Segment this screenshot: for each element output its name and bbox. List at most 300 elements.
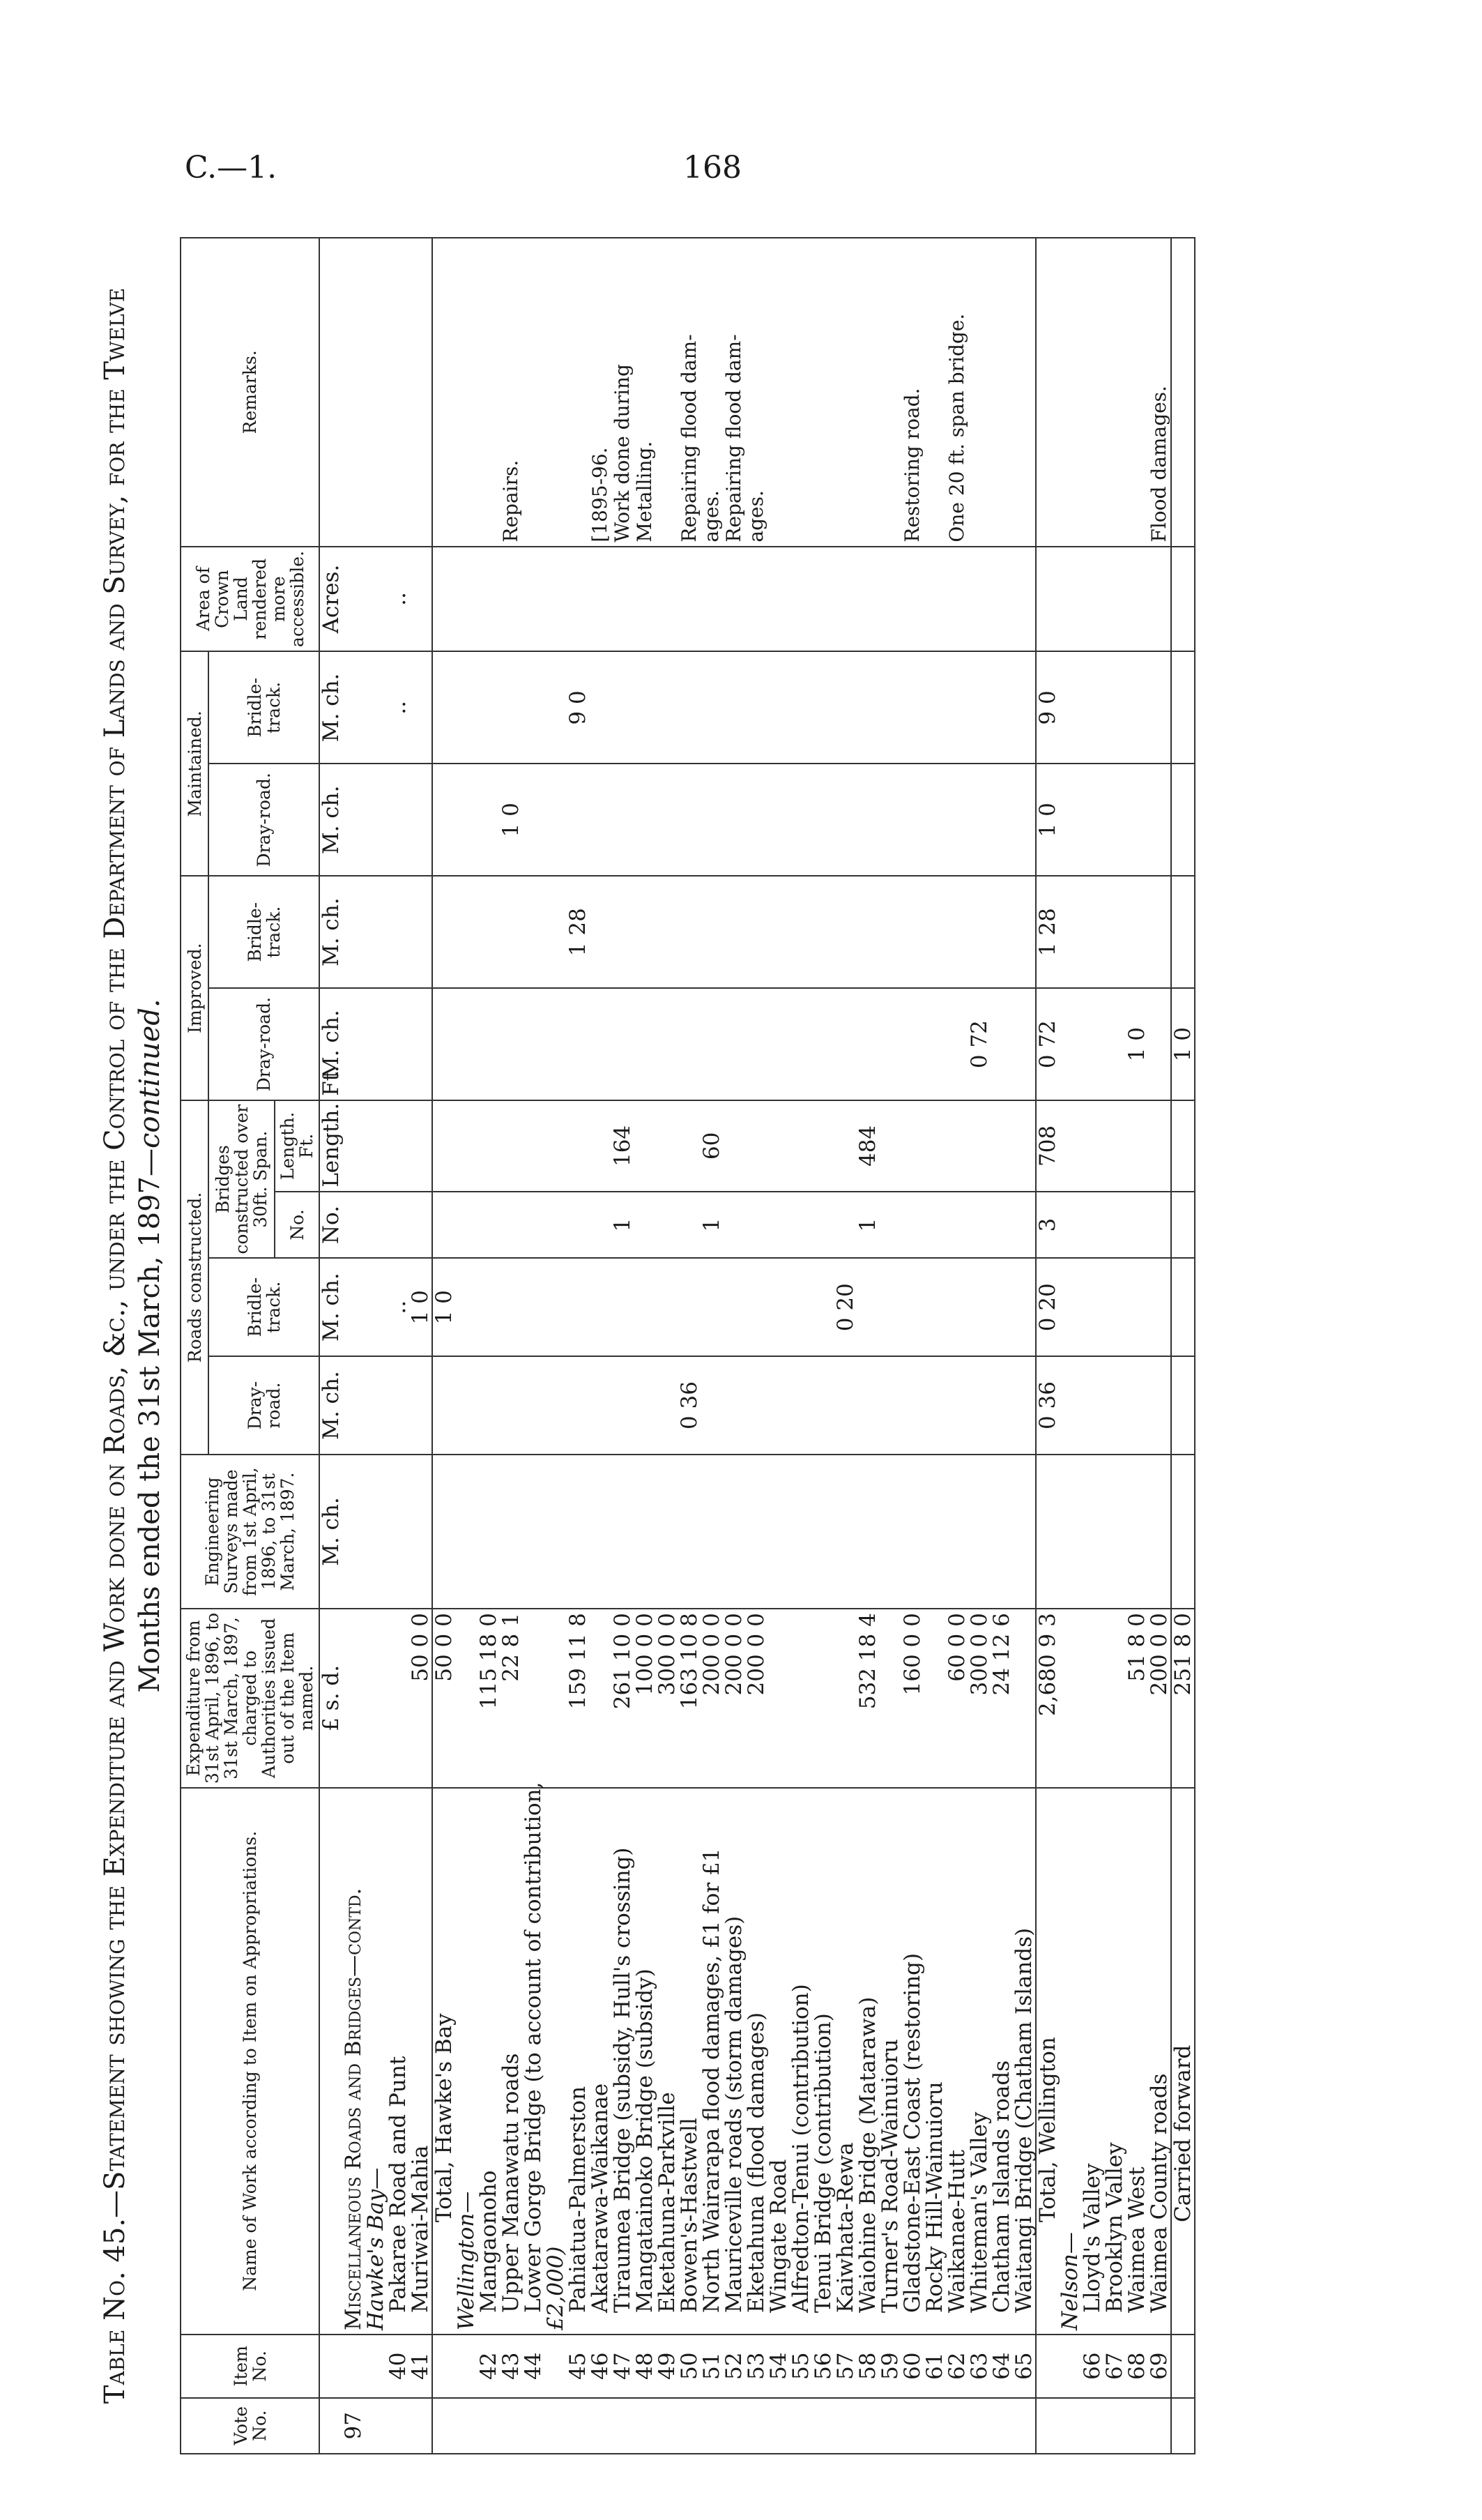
improved-bridle-cell <box>790 876 812 988</box>
table-row <box>656 238 678 2454</box>
constructed-dray-cell <box>767 1356 790 1455</box>
constructed-dray-cell <box>1126 1356 1148 1455</box>
improved-bridle-cell <box>589 876 611 988</box>
constructed-bridle-cell <box>991 1258 1013 1356</box>
bridges-no-cell <box>946 1192 968 1259</box>
work-name-cell: Eketahuna-Parkville <box>656 1788 678 2335</box>
col-maintained-bridle: Bridle-track. <box>208 651 319 764</box>
work-name-cell: Waiohine Bridge (Matarawa) <box>857 1788 879 2335</box>
remarks-cell <box>879 238 901 547</box>
bridges-no-cell <box>1059 1192 1081 1259</box>
area-cell <box>365 547 387 652</box>
surveys-cell <box>656 1455 678 1609</box>
constructed-bridle-cell <box>767 1258 790 1356</box>
surveys-cell <box>589 1455 611 1609</box>
constructed-bridle-cell <box>812 1258 834 1356</box>
bridges-length-cell <box>723 1100 745 1192</box>
col-area: Area of Crown Land rendered more accessible. <box>181 547 319 652</box>
work-name-cell: Waitangi Bridge (Chatham Islands) <box>1013 1788 1036 2335</box>
surveys-cell <box>365 1455 387 1609</box>
constructed-dray-cell <box>342 1356 365 1455</box>
constructed-bridle-cell <box>1013 1258 1036 1356</box>
area-cell <box>968 547 991 652</box>
bridges-length-cell <box>1081 1100 1103 1192</box>
improved-dray-cell <box>946 988 968 1100</box>
improved-dray-cell <box>342 988 365 1100</box>
bridges-length-cell <box>678 1100 701 1192</box>
constructed-bridle-cell: .. <box>387 1258 409 1356</box>
improved-dray-cell <box>834 988 857 1100</box>
remarks-cell: ages. <box>745 238 767 547</box>
constructed-bridle-cell <box>924 1258 946 1356</box>
item-no-cell: 41 <box>409 2335 432 2398</box>
constructed-dray-cell <box>432 1356 455 1455</box>
constructed-bridle-cell <box>879 1258 901 1356</box>
maintained-bridle-cell <box>701 651 723 764</box>
constructed-dray-cell <box>924 1356 946 1455</box>
improved-dray-cell <box>879 988 901 1100</box>
table-row <box>812 238 834 2454</box>
unit-mch: M. ch. <box>319 1258 342 1356</box>
constructed-bridle-cell <box>1059 1258 1081 1356</box>
maintained-bridle-cell <box>812 651 834 764</box>
item-no-cell: 61 <box>924 2335 946 2398</box>
constructed-dray-cell <box>857 1356 879 1455</box>
vote-no-cell <box>455 2398 478 2454</box>
surveys-cell <box>834 1455 857 1609</box>
improved-bridle-cell: 1 28 <box>567 876 589 988</box>
bridges-no-cell <box>968 1192 991 1259</box>
item-no-cell: 42 <box>478 2335 500 2398</box>
surveys-cell <box>924 1455 946 1609</box>
work-name-cell: Tiraumea Bridge (subsidy, Hull's crossing) <box>611 1788 634 2335</box>
vote-no-cell <box>834 2398 857 2454</box>
bridges-length-cell <box>365 1100 387 1192</box>
improved-dray-cell <box>701 988 723 1100</box>
improved-dray-cell <box>1148 988 1171 1100</box>
area-cell <box>834 547 857 652</box>
vote-no-cell <box>656 2398 678 2454</box>
unit-length: Length. Ft. <box>319 1100 342 1192</box>
subtotal-row <box>432 238 455 2454</box>
vote-no-cell <box>901 2398 924 2454</box>
work-name-cell: £2,000) <box>544 1788 567 2335</box>
constructed-bridle-cell <box>478 1258 500 1356</box>
maintained-bridle-cell <box>365 651 387 764</box>
expenditure-cell: 200 0 0 <box>745 1609 767 1787</box>
vote-no-cell <box>924 2398 946 2454</box>
constructed-dray-cell <box>478 1356 500 1455</box>
remarks-cell <box>834 238 857 547</box>
vote-no-cell <box>387 2398 409 2454</box>
bridges-length-cell <box>745 1100 767 1192</box>
improved-dray-cell <box>745 988 767 1100</box>
remarks-cell <box>455 238 478 547</box>
improved-bridle-cell <box>678 876 701 988</box>
item-no-cell <box>1036 2335 1059 2398</box>
area-cell <box>544 547 567 652</box>
vote-no-cell <box>544 2398 567 2454</box>
table-row <box>387 238 409 2454</box>
item-no-cell <box>342 2335 365 2398</box>
maintained-bridle-cell <box>857 651 879 764</box>
constructed-dray-cell <box>991 1356 1013 1455</box>
maintained-bridle-cell <box>656 651 678 764</box>
bridges-no-cell <box>901 1192 924 1259</box>
table-row <box>901 238 924 2454</box>
area-cell <box>812 547 834 652</box>
expenditure-cell: 50 0 0 <box>409 1609 432 1787</box>
area-cell <box>1148 547 1171 652</box>
improved-dray-cell <box>409 988 432 1100</box>
section-row <box>544 238 567 2454</box>
expenditure-cell: 251 8 0 <box>1171 1609 1195 1787</box>
maintained-dray-cell <box>1148 764 1171 876</box>
table-row <box>567 238 589 2454</box>
area-cell <box>723 547 745 652</box>
item-no-cell: 59 <box>879 2335 901 2398</box>
constructed-bridle-cell <box>656 1258 678 1356</box>
maintained-bridle-cell <box>1059 651 1081 764</box>
work-name-cell: Wellington— <box>455 1788 478 2335</box>
item-no-cell: 46 <box>589 2335 611 2398</box>
expenditure-cell: 300 0 0 <box>656 1609 678 1787</box>
surveys-cell <box>701 1455 723 1609</box>
vote-no-cell <box>968 2398 991 2454</box>
constructed-dray-cell <box>946 1356 968 1455</box>
improved-dray-cell: 0 72 <box>1036 988 1059 1100</box>
work-name-cell: Alfredton-Tenui (contribution) <box>790 1788 812 2335</box>
constructed-bridle-cell <box>857 1258 879 1356</box>
bridges-length-cell <box>589 1100 611 1192</box>
bridges-length-cell: 164 <box>611 1100 634 1192</box>
remarks-cell: [1895-96. <box>589 238 611 547</box>
expenditure-cell: 159 11 8 <box>567 1609 589 1787</box>
vote-no-cell <box>790 2398 812 2454</box>
improved-dray-cell <box>589 988 611 1100</box>
bridges-no-cell <box>1013 1192 1036 1259</box>
vote-no-cell <box>1081 2398 1103 2454</box>
expenditure-cell: 51 8 0 <box>1126 1609 1148 1787</box>
maintained-bridle-cell <box>634 651 656 764</box>
maintained-bridle-cell <box>745 651 767 764</box>
maintained-dray-cell <box>455 764 478 876</box>
work-name-cell: Gladstone-East Coast (restoring) <box>901 1788 924 2335</box>
maintained-bridle-cell <box>500 651 522 764</box>
bridges-no-cell: 1 <box>611 1192 634 1259</box>
constructed-dray-cell <box>589 1356 611 1455</box>
improved-dray-cell <box>991 988 1013 1100</box>
page-number: 168 <box>683 150 742 185</box>
bridges-length-cell <box>834 1100 857 1192</box>
bridges-length-cell <box>1059 1100 1081 1192</box>
vote-no-cell <box>500 2398 522 2454</box>
area-cell <box>589 547 611 652</box>
expenditure-cell: 200 0 0 <box>723 1609 745 1787</box>
maintained-bridle-cell <box>478 651 500 764</box>
remarks-cell: Repairing flood dam- <box>723 238 745 547</box>
expenditure-cell <box>1103 1609 1126 1787</box>
bridges-no-cell <box>365 1192 387 1259</box>
constructed-bridle-cell: 1 0 <box>432 1258 455 1356</box>
maintained-dray-cell <box>342 764 365 876</box>
work-name-cell: Lloyd's Valley <box>1081 1788 1103 2335</box>
maintained-bridle-cell <box>991 651 1013 764</box>
improved-bridle-cell <box>387 876 409 988</box>
improved-bridle-cell <box>901 876 924 988</box>
work-name-cell: Bowen's-Hastwell <box>678 1788 701 2335</box>
item-no-cell: 54 <box>767 2335 790 2398</box>
item-no-cell: 44 <box>522 2335 544 2398</box>
improved-bridle-cell <box>812 876 834 988</box>
item-no-cell: 55 <box>790 2335 812 2398</box>
remarks-cell <box>1081 238 1103 547</box>
vote-no-cell <box>611 2398 634 2454</box>
bridges-no-cell: 1 <box>857 1192 879 1259</box>
improved-bridle-cell <box>991 876 1013 988</box>
expenditure-cell <box>544 1609 567 1787</box>
item-no-cell <box>432 2335 455 2398</box>
unit-mch: M. ch. <box>319 651 342 764</box>
constructed-dray-cell <box>812 1356 834 1455</box>
improved-bridle-cell: 1 28 <box>1036 876 1059 988</box>
maintained-bridle-cell <box>544 651 567 764</box>
vote-no-cell <box>1013 2398 1036 2454</box>
surveys-cell <box>409 1455 432 1609</box>
bridges-no-cell <box>589 1192 611 1259</box>
surveys-cell <box>544 1455 567 1609</box>
unit-mch: M. ch. <box>319 764 342 876</box>
maintained-dray-cell <box>857 764 879 876</box>
section-row <box>342 238 365 2454</box>
surveys-cell <box>1059 1455 1081 1609</box>
bridges-length-cell <box>812 1100 834 1192</box>
bridges-length-cell <box>946 1100 968 1192</box>
table-row <box>409 238 432 2454</box>
improved-dray-cell <box>1059 988 1081 1100</box>
constructed-dray-cell <box>745 1356 767 1455</box>
col-improved-dray: Dray-road. <box>208 988 319 1100</box>
improved-bridle-cell <box>701 876 723 988</box>
vote-no-cell <box>678 2398 701 2454</box>
constructed-bridle-cell <box>1081 1258 1103 1356</box>
maintained-bridle-cell <box>879 651 901 764</box>
improved-dray-cell: 1 0 <box>1171 988 1195 1100</box>
maintained-dray-cell <box>567 764 589 876</box>
bridges-length-cell <box>432 1100 455 1192</box>
table-row <box>946 238 968 2454</box>
subtotal-row <box>1036 238 1059 2454</box>
remarks-cell <box>812 238 834 547</box>
improved-dray-cell <box>567 988 589 1100</box>
vote-no-cell <box>1059 2398 1081 2454</box>
work-name-cell: Total, Wellington <box>1036 1788 1059 2335</box>
surveys-cell <box>1171 1455 1195 1609</box>
area-cell <box>1126 547 1148 652</box>
improved-bridle-cell <box>1126 876 1148 988</box>
remarks-cell: Flood damages. <box>1148 238 1171 547</box>
bridges-length-cell <box>1148 1100 1171 1192</box>
title-line-2-main: Months ended the 31st March, 1897— <box>134 1148 166 1693</box>
improved-bridle-cell <box>656 876 678 988</box>
item-no-cell: 56 <box>812 2335 834 2398</box>
maintained-dray-cell <box>634 764 656 876</box>
item-no-cell: 69 <box>1148 2335 1171 2398</box>
maintained-dray-cell <box>812 764 834 876</box>
maintained-dray-cell <box>478 764 500 876</box>
bridges-no-cell <box>656 1192 678 1259</box>
units-row <box>319 238 342 2454</box>
maintained-dray-cell <box>924 764 946 876</box>
constructed-bridle-cell <box>745 1258 767 1356</box>
work-name-cell: Mangatainoko Bridge (subsidy) <box>634 1788 656 2335</box>
area-cell <box>924 547 946 652</box>
expenditure-cell <box>342 1609 365 1787</box>
work-name-cell: Chatham Islands roads <box>991 1788 1013 2335</box>
bridges-no-cell <box>500 1192 522 1259</box>
table-row <box>790 238 812 2454</box>
constructed-dray-cell <box>968 1356 991 1455</box>
constructed-bridle-cell <box>611 1258 634 1356</box>
expenditure-cell <box>387 1609 409 1787</box>
area-cell <box>701 547 723 652</box>
improved-bridle-cell <box>522 876 544 988</box>
area-cell <box>1171 547 1195 652</box>
work-name-cell: Waikanae-Hutt <box>946 1788 968 2335</box>
constructed-bridle-cell <box>634 1258 656 1356</box>
expenditure-cell <box>455 1609 478 1787</box>
improved-dray-cell <box>634 988 656 1100</box>
improved-dray-cell <box>656 988 678 1100</box>
item-no-cell: 66 <box>1081 2335 1103 2398</box>
remarks-cell: Restoring road. <box>901 238 924 547</box>
maintained-dray-cell <box>1171 764 1195 876</box>
improved-bridle-cell <box>500 876 522 988</box>
item-no-cell: 51 <box>701 2335 723 2398</box>
bridges-length-cell <box>455 1100 478 1192</box>
constructed-dray-cell: 0 36 <box>678 1356 701 1455</box>
expenditure-table <box>180 237 1195 2454</box>
unit-mch: M. ch. <box>319 876 342 988</box>
surveys-cell <box>790 1455 812 1609</box>
improved-dray-cell <box>365 988 387 1100</box>
bridges-no-cell <box>1171 1192 1195 1259</box>
bridges-no-cell <box>478 1192 500 1259</box>
improved-bridle-cell <box>946 876 968 988</box>
maintained-dray-cell <box>611 764 634 876</box>
item-no-cell: 50 <box>678 2335 701 2398</box>
table-row <box>589 238 611 2454</box>
expenditure-cell <box>790 1609 812 1787</box>
col-surveys: Engineering Surveys made from 1st April, 1896, to 31st March, 1897. <box>181 1455 319 1609</box>
bridges-no-cell <box>924 1192 946 1259</box>
col-vote-no: Vote No. <box>181 2398 319 2454</box>
item-no-cell <box>1059 2335 1081 2398</box>
area-cell <box>342 547 365 652</box>
remarks-cell <box>968 238 991 547</box>
vote-no-cell <box>478 2398 500 2454</box>
table-row <box>834 238 857 2454</box>
table-row <box>924 238 946 2454</box>
maintained-dray-cell <box>522 764 544 876</box>
area-cell <box>567 547 589 652</box>
bridges-length-cell <box>1013 1100 1036 1192</box>
item-no-cell: 60 <box>901 2335 924 2398</box>
expenditure-cell <box>1013 1609 1036 1787</box>
item-no-cell: 58 <box>857 2335 879 2398</box>
improved-bridle-cell <box>611 876 634 988</box>
unit-mch: M. ch. <box>319 988 342 1100</box>
constructed-dray-cell <box>1103 1356 1126 1455</box>
bridges-length-cell: 60 <box>701 1100 723 1192</box>
maintained-dray-cell <box>968 764 991 876</box>
item-no-cell: 43 <box>500 2335 522 2398</box>
constructed-bridle-cell <box>946 1258 968 1356</box>
item-no-cell: 40 <box>387 2335 409 2398</box>
bridges-length-cell <box>1103 1100 1126 1192</box>
bridges-length-cell <box>901 1100 924 1192</box>
constructed-bridle-cell: 0 20 <box>1036 1258 1059 1356</box>
bridges-length-cell <box>409 1100 432 1192</box>
item-no-cell: 48 <box>634 2335 656 2398</box>
maintained-dray-cell <box>544 764 567 876</box>
constructed-bridle-cell <box>968 1258 991 1356</box>
item-no-cell <box>455 2335 478 2398</box>
area-cell <box>634 547 656 652</box>
remarks-cell <box>767 238 790 547</box>
constructed-dray-cell <box>1013 1356 1036 1455</box>
improved-bridle-cell <box>1148 876 1171 988</box>
vote-no-cell <box>723 2398 745 2454</box>
improved-bridle-cell <box>1081 876 1103 988</box>
bridges-length-cell <box>924 1100 946 1192</box>
item-no-cell: 52 <box>723 2335 745 2398</box>
improved-dray-cell <box>500 988 522 1100</box>
bridges-no-cell <box>409 1192 432 1259</box>
item-no-cell: 53 <box>745 2335 767 2398</box>
expenditure-cell: 300 0 0 <box>968 1609 991 1787</box>
maintained-dray-cell <box>656 764 678 876</box>
work-name-cell: Total, Hawke's Bay <box>432 1788 455 2335</box>
improved-dray-cell <box>1013 988 1036 1100</box>
maintained-bridle-cell <box>432 651 455 764</box>
table-row <box>1148 238 1171 2454</box>
remarks-cell <box>1103 238 1126 547</box>
maintained-bridle-cell <box>790 651 812 764</box>
constructed-dray-cell <box>387 1356 409 1455</box>
maintained-dray-cell <box>701 764 723 876</box>
vote-no-cell <box>1103 2398 1126 2454</box>
improved-dray-cell: 1 0 <box>1126 988 1148 1100</box>
remarks-cell <box>790 238 812 547</box>
constructed-dray-cell <box>1081 1356 1103 1455</box>
vote-no-cell <box>857 2398 879 2454</box>
area-cell <box>790 547 812 652</box>
constructed-bridle-cell <box>455 1258 478 1356</box>
improved-bridle-cell <box>478 876 500 988</box>
maintained-dray-cell <box>1059 764 1081 876</box>
vote-no-cell <box>432 2398 455 2454</box>
item-no-cell: 49 <box>656 2335 678 2398</box>
bridges-length-cell <box>879 1100 901 1192</box>
work-name-cell: Muriwai-Mahia <box>409 1788 432 2335</box>
col-constructed-dray: Dray-road. <box>208 1356 319 1455</box>
table-body <box>319 238 1195 2454</box>
work-name-cell: Mangaonoho <box>478 1788 500 2335</box>
bridges-no-cell <box>522 1192 544 1259</box>
constructed-bridle-cell <box>678 1258 701 1356</box>
maintained-dray-cell <box>678 764 701 876</box>
